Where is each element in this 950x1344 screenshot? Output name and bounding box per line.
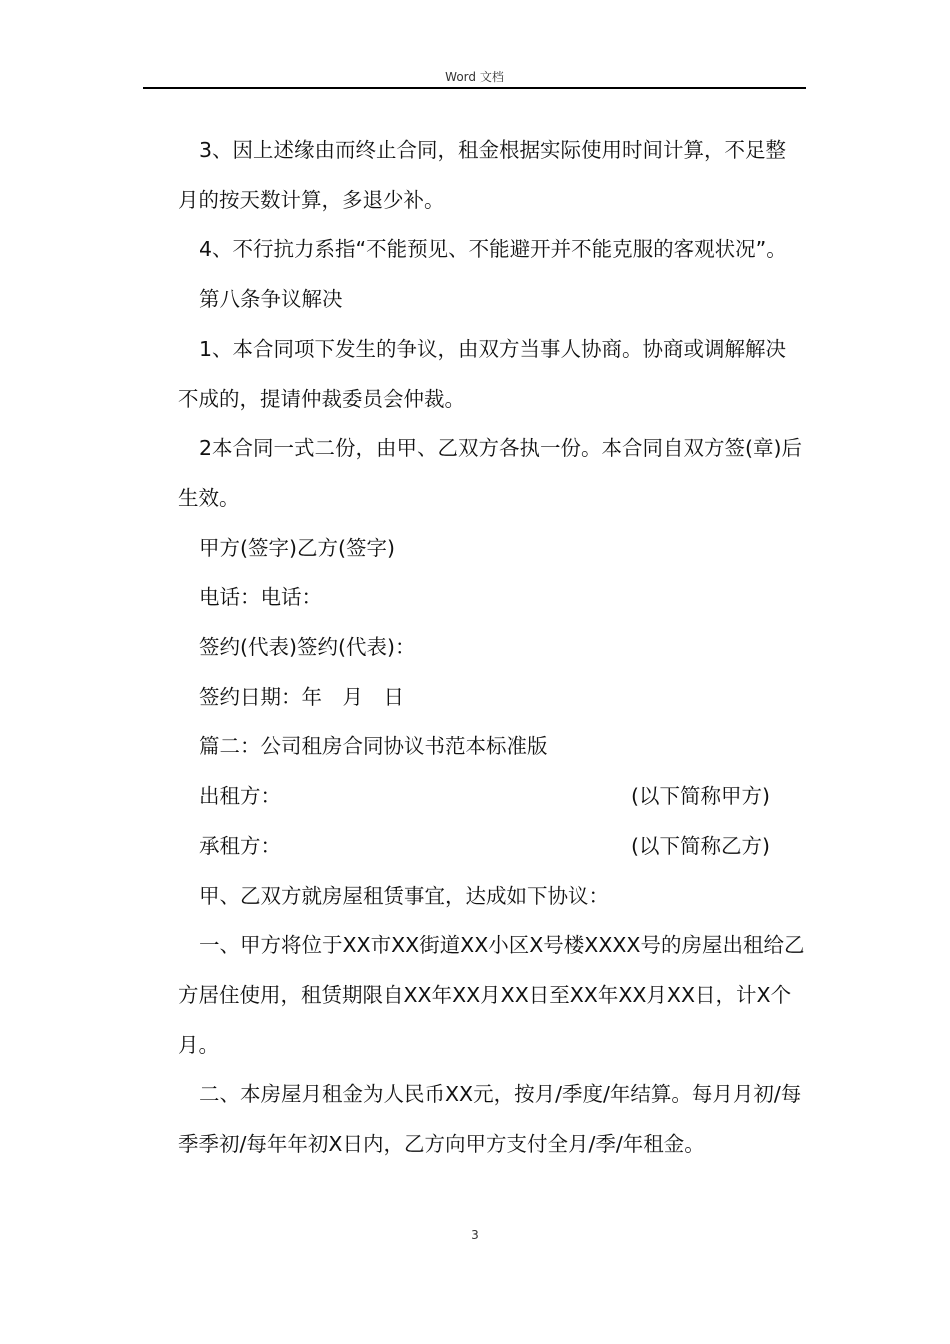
paragraph-termination-rent: 3、因上述缘由而终止合同，租金根据实际使用时间计算，不足整月的按天数计算，多退少补。 <box>178 138 787 212</box>
paragraph-agreement-intro: 甲、乙双方就房屋租赁事宜，达成如下协议： <box>199 883 609 908</box>
document-body <box>178 126 806 1170</box>
paragraph-dispute-arbitration: 1、本合同项下发生的争议，由双方当事人协商。协商或调解解决不成的，提请仲裁委员会仲裁。 <box>178 336 787 411</box>
header-divider <box>143 87 806 89</box>
lessee-note: (以下简称乙方) <box>631 833 770 858</box>
signing-date-line: 签约日期：年 月 日 <box>199 684 404 709</box>
section-heading-part-two: 篇二：公司租房合同协议书范本标准版 <box>199 734 548 759</box>
page-header: Word 文档 <box>445 70 504 84</box>
lessee-row <box>178 822 806 872</box>
signature-line: 甲方(签字)乙方(签字) <box>199 535 395 560</box>
representative-line: 签约(代表)签约(代表)： <box>199 635 416 660</box>
paragraph-copies-effect: 2本合同一式二份，由甲、乙双方各执一份。本合同自双方签(章)后生效。 <box>178 436 803 510</box>
paragraph-clause-two: 二、本房屋月租金为人民币XX元，按月/季度/年结算。每月月初/每季季初/每年年初X日内，乙方向甲方支付全月/季/年租金。 <box>178 1082 802 1157</box>
phone-line: 电话：电话： <box>199 585 322 610</box>
lessee-label: 承租方： <box>199 833 281 858</box>
lessor-note: (以下简称甲方) <box>631 784 770 809</box>
lessor-label: 出租方： <box>199 784 281 809</box>
lessor-row <box>178 772 806 822</box>
paragraph-force-majeure: 4、不行抗力系指“不能预见、不能避开并不能克服的客观状况”。 <box>199 237 787 262</box>
page-number: 3 <box>471 1228 479 1242</box>
section-heading-dispute: 第八条争议解决 <box>199 287 343 312</box>
paragraph-clause-one: 一、甲方将位于XX市XX街道XX小区X号楼XXXX号的房屋出租给乙方居住使用，租赁期限自XX年XX月XX日至XX年XX月XX日，计X个月。 <box>178 933 805 1057</box>
